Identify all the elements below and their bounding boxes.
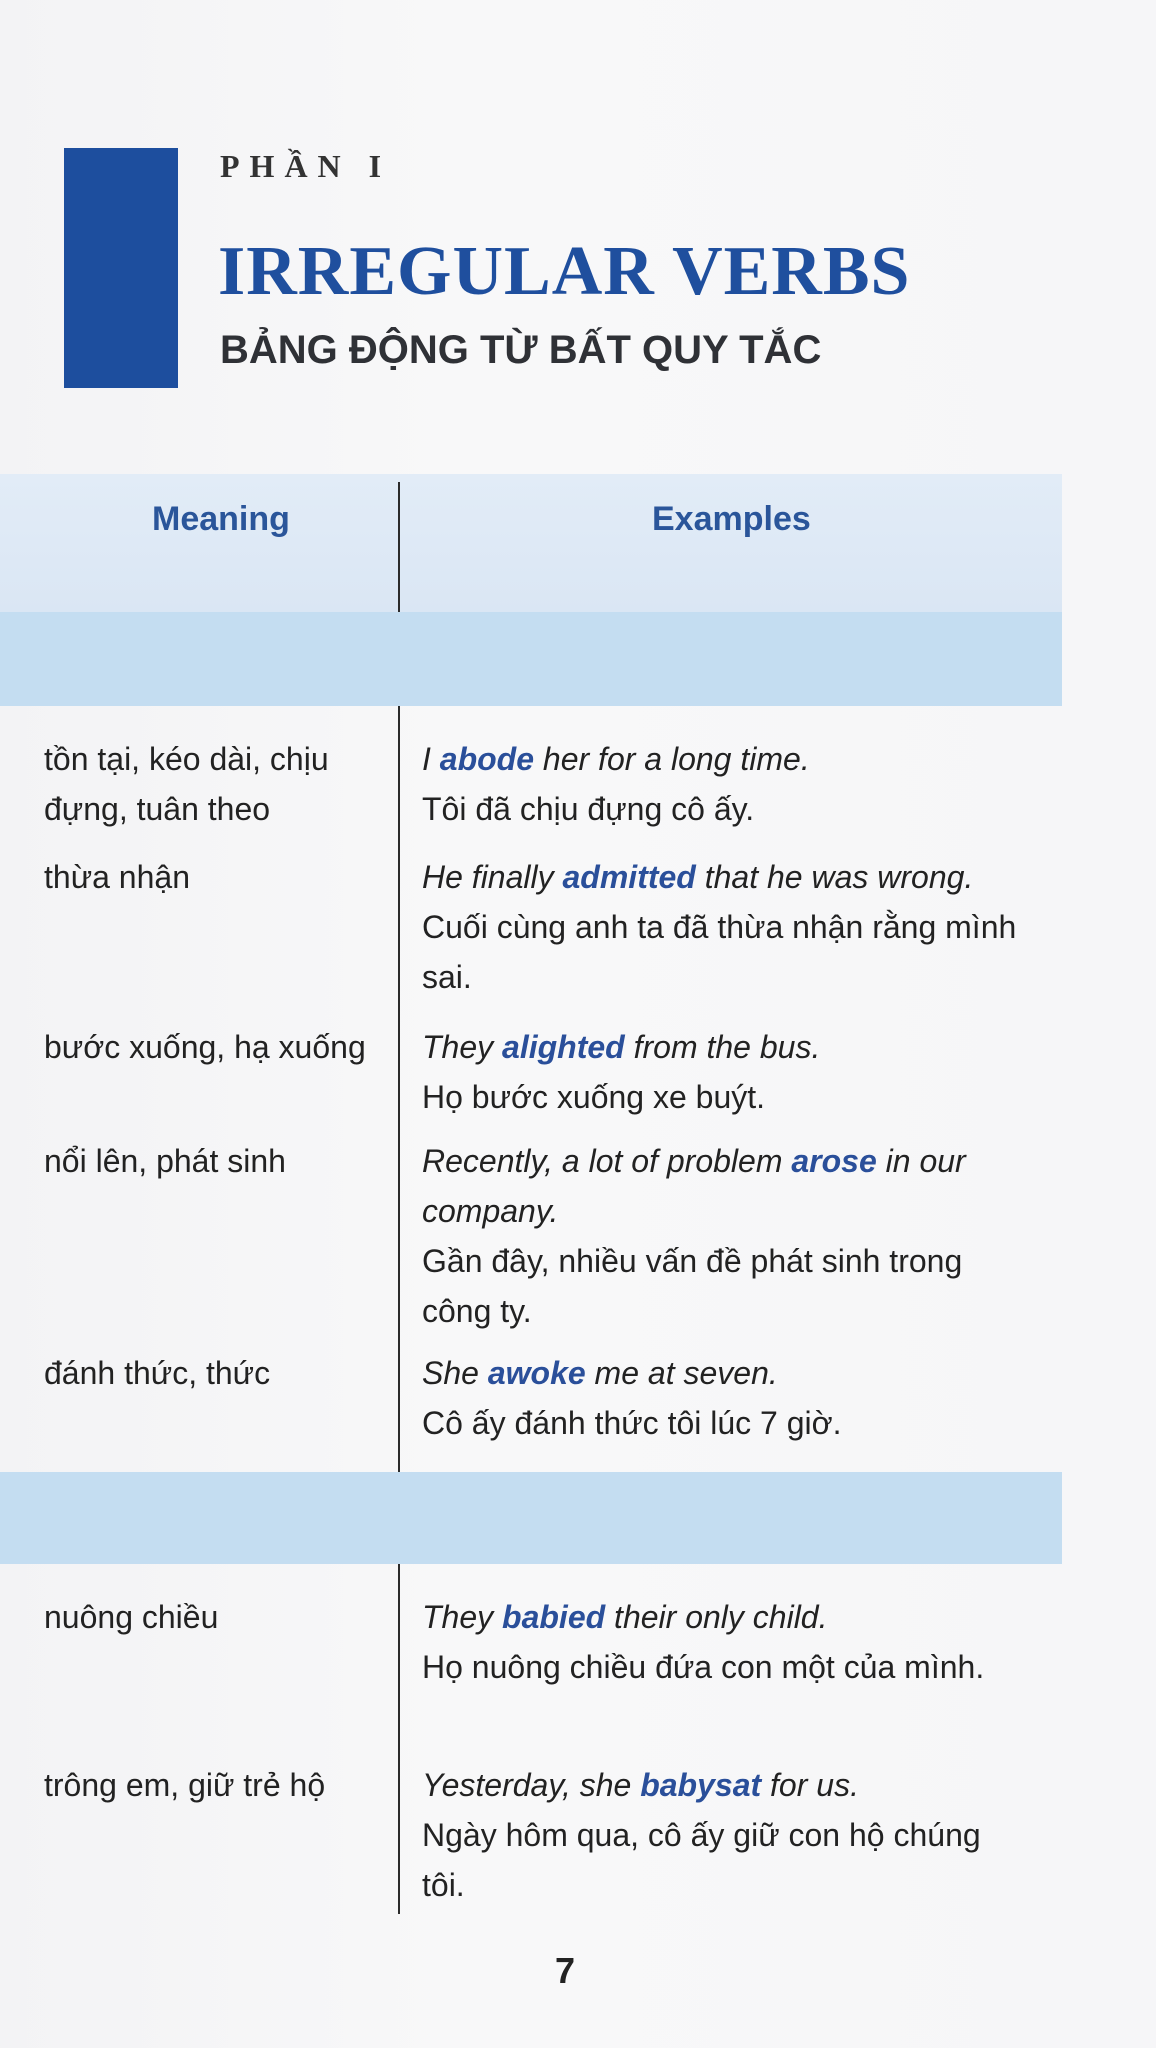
part-label: PHẦN I bbox=[220, 148, 392, 184]
example-text: from the bus. bbox=[624, 1029, 821, 1065]
example-cell bbox=[422, 1760, 1022, 1910]
meaning-cell: nổi lên, phát sinh bbox=[44, 1143, 286, 1179]
example-text: Yesterday, she bbox=[422, 1767, 641, 1803]
example-vietnamese: Cô ấy đánh thức tôi lúc 7 giờ. bbox=[422, 1405, 842, 1441]
example-english bbox=[422, 1592, 1022, 1642]
example-text: for us. bbox=[761, 1767, 859, 1803]
example-english bbox=[422, 852, 1062, 902]
example-text: They bbox=[422, 1029, 503, 1065]
column-header-meaning: Meaning bbox=[152, 500, 290, 538]
verb-highlight: abode bbox=[439, 741, 535, 777]
page-subtitle: BẢNG ĐỘNG TỪ BẤT QUY TẮC bbox=[220, 328, 822, 372]
column-divider bbox=[398, 706, 400, 1472]
example-vietnamese: Họ nuông chiều đứa con một của mình. bbox=[422, 1649, 985, 1685]
verb-highlight: babysat bbox=[640, 1767, 762, 1803]
column-divider bbox=[398, 1564, 400, 1914]
example-english bbox=[422, 1022, 1062, 1072]
example-text: in our company. bbox=[422, 1143, 966, 1229]
verb-highlight: arose bbox=[791, 1143, 877, 1179]
section-band bbox=[0, 612, 1062, 706]
verb-highlight: awoke bbox=[487, 1355, 586, 1391]
meaning-cell: nuông chiều bbox=[44, 1599, 219, 1635]
example-vietnamese: Gần đây, nhiều vấn đề phát sinh trong công ty. bbox=[422, 1243, 963, 1329]
meaning-cell: đánh thức, thức bbox=[44, 1355, 271, 1391]
example-text: She bbox=[422, 1355, 488, 1391]
example-text: her for a long time. bbox=[534, 741, 810, 777]
column-header-examples: Examples bbox=[652, 500, 811, 538]
chapter-marker-block bbox=[64, 148, 178, 388]
example-vietnamese: Cuối cùng anh ta đã thừa nhận rằng mình sai. bbox=[422, 909, 1017, 995]
meaning-cell: trông em, giữ trẻ hộ bbox=[44, 1767, 326, 1803]
verb-highlight: alighted bbox=[502, 1029, 625, 1065]
example-cell bbox=[422, 1022, 1062, 1122]
example-vietnamese: Ngày hôm qua, cô ấy giữ con hộ chúng tôi. bbox=[422, 1817, 981, 1903]
example-vietnamese: Họ bước xuống xe buýt. bbox=[422, 1079, 766, 1115]
example-cell bbox=[422, 1592, 1022, 1692]
example-text: me at seven. bbox=[585, 1355, 778, 1391]
page-number: 7 bbox=[554, 1950, 576, 1991]
example-cell bbox=[422, 1348, 1062, 1448]
example-english bbox=[422, 1136, 1022, 1236]
example-text: their only child. bbox=[605, 1599, 828, 1635]
meaning-cell: bước xuống, hạ xuống bbox=[44, 1029, 366, 1065]
table-header bbox=[0, 474, 1062, 616]
example-text: that he was wrong. bbox=[695, 859, 974, 895]
example-text: Recently, a lot of problem bbox=[422, 1143, 792, 1179]
meaning-cell: tồn tại, kéo dài, chịu đựng, tuân theo bbox=[44, 741, 329, 827]
meaning-cell: thừa nhận bbox=[44, 859, 190, 895]
verb-highlight: admitted bbox=[562, 859, 696, 895]
example-text: He finally bbox=[422, 859, 563, 895]
example-english bbox=[422, 1348, 1062, 1398]
example-vietnamese: Tôi đã chịu đựng cô ấy. bbox=[422, 791, 755, 827]
verb-highlight: babied bbox=[502, 1599, 606, 1635]
page-title: IRREGULAR VERBS bbox=[218, 233, 911, 310]
section-band bbox=[0, 1472, 1062, 1564]
example-text: I bbox=[422, 741, 440, 777]
example-cell bbox=[422, 852, 1062, 1002]
example-cell bbox=[422, 1136, 1022, 1336]
example-text: They bbox=[422, 1599, 503, 1635]
column-divider bbox=[398, 482, 400, 616]
example-english bbox=[422, 1760, 1022, 1810]
example-english bbox=[422, 734, 1062, 784]
example-cell bbox=[422, 734, 1062, 834]
